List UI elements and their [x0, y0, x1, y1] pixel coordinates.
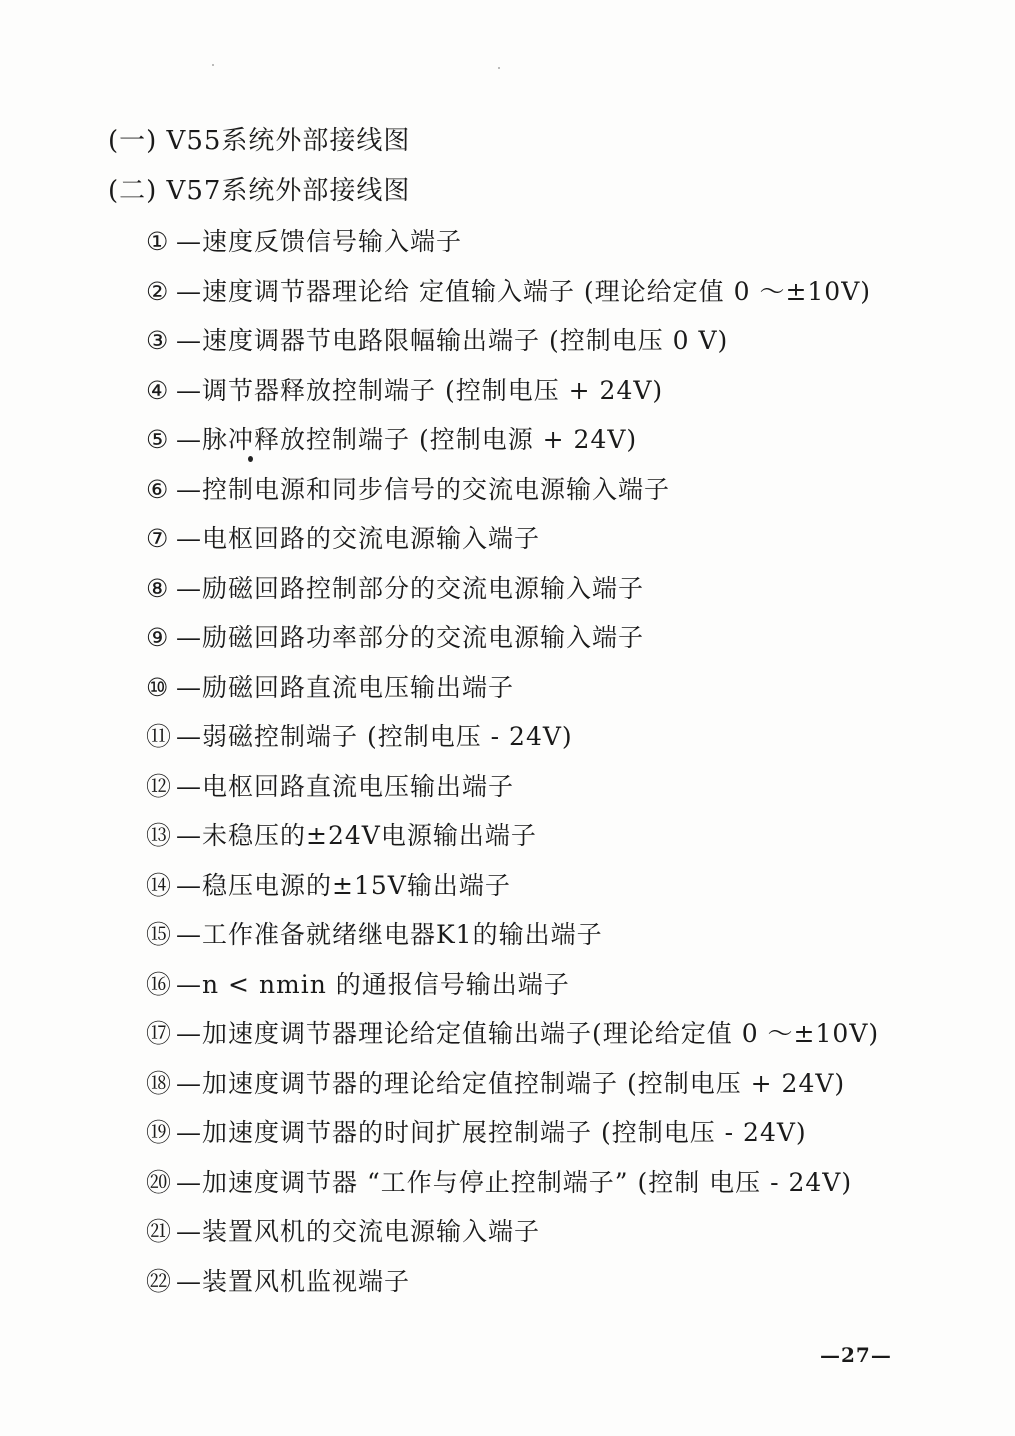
- item-text: —控制电源和同步信号的交流电源输入端子: [176, 474, 671, 504]
- item-text: —脉冲释放控制端子 (控制电源 + 24V): [176, 425, 638, 454]
- item-number: ⑳: [146, 1167, 173, 1197]
- item-text: —未稳压的±24V电源输出端子: [176, 821, 537, 850]
- item-number: ⑩: [146, 672, 170, 702]
- list-item: [146, 573, 879, 623]
- item-number: ⑲: [146, 1118, 173, 1147]
- item-number: ㉑: [146, 1217, 173, 1246]
- item-number: ⑱: [146, 1068, 173, 1098]
- list-item: [146, 870, 879, 920]
- item-number: ④: [146, 375, 170, 405]
- item-text: —加速度调节器 “工作与停止控制端子” (控制 电压 - 24V): [176, 1167, 853, 1197]
- item-text: —工作准备就绪继电器K1的输出端子: [176, 920, 603, 949]
- item-number: ③: [146, 326, 170, 355]
- list-item: [146, 226, 879, 276]
- list-item: [146, 1167, 879, 1217]
- item-number: ⑧: [146, 573, 170, 603]
- item-number: ⑫: [146, 771, 173, 801]
- item-number: ⑮: [146, 920, 173, 949]
- list-item: [146, 969, 879, 1019]
- ink-speck: [212, 64, 214, 66]
- ink-speck: [498, 67, 500, 69]
- item-number: ⑦: [146, 524, 170, 553]
- item-text: —弱磁控制端子 (控制电压 - 24V): [176, 722, 573, 751]
- list-item: [146, 721, 879, 771]
- list-item: [146, 919, 879, 969]
- section-heading-v55: (一) V55系统外部接线图: [108, 126, 411, 156]
- item-text: —n < nmin 的通报信号输出端子: [176, 969, 570, 999]
- item-number: ⑰: [146, 1019, 173, 1048]
- item-text: —加速度调节器的理论给定值控制端子 (控制电压 + 24V): [176, 1068, 846, 1098]
- item-number: ⑯: [146, 969, 173, 999]
- list-item: [146, 1018, 879, 1068]
- list-item: [146, 1216, 879, 1266]
- section-heading-v57: (二) V57系统外部接线图: [108, 176, 411, 206]
- list-item: [146, 820, 879, 870]
- item-number: ⑭: [146, 870, 173, 900]
- list-item: [146, 622, 879, 672]
- item-text: —励磁回路功率部分的交流电源输入端子: [176, 623, 645, 652]
- list-item: [146, 375, 879, 425]
- terminal-list: [146, 226, 879, 1315]
- list-item: [146, 325, 879, 375]
- item-text: —加速度调节器理论给定值输出端子(理论给定值 0 ～±10V): [176, 1019, 880, 1048]
- list-item: [146, 1266, 879, 1316]
- item-text: —励磁回路控制部分的交流电源输入端子: [176, 573, 645, 603]
- list-item: [146, 276, 879, 326]
- page-number: —27—: [820, 1343, 892, 1367]
- list-item: [146, 771, 879, 821]
- item-number: ⑪: [146, 722, 173, 751]
- list-item: [146, 1117, 879, 1167]
- item-text: —装置风机监视端子: [176, 1266, 411, 1296]
- list-item: [146, 1068, 879, 1118]
- ink-speck: [248, 456, 253, 462]
- list-item: [146, 672, 879, 722]
- item-text: —速度调器节电路限幅输出端子 (控制电压 0 V): [176, 326, 729, 355]
- item-text: —稳压电源的±15V输出端子: [176, 870, 511, 900]
- item-number: ⑥: [146, 474, 170, 504]
- item-text: —励磁回路直流电压输出端子: [176, 672, 515, 702]
- item-number: ⑬: [146, 821, 173, 850]
- item-text: —电枢回路直流电压输出端子: [176, 771, 515, 801]
- list-item: [146, 474, 879, 524]
- item-text: —速度反馈信号输入端子: [176, 227, 463, 256]
- item-text: —加速度调节器的时间扩展控制端子 (控制电压 - 24V): [176, 1118, 807, 1147]
- item-number: ⑨: [146, 623, 170, 652]
- list-item: [146, 523, 879, 573]
- item-number: ①: [146, 227, 170, 256]
- list-item: [146, 424, 879, 474]
- item-number: ⑤: [146, 425, 170, 454]
- item-number: ②: [146, 276, 170, 306]
- item-text: —装置风机的交流电源输入端子: [176, 1217, 541, 1246]
- item-text: —电枢回路的交流电源输入端子: [176, 524, 541, 553]
- item-text: —调节器释放控制端子 (控制电压 + 24V): [176, 375, 664, 405]
- item-number: ㉒: [146, 1266, 173, 1296]
- item-text: —速度调节器理论给 定值输入端子 (理论给定值 0 ～±10V): [176, 276, 872, 306]
